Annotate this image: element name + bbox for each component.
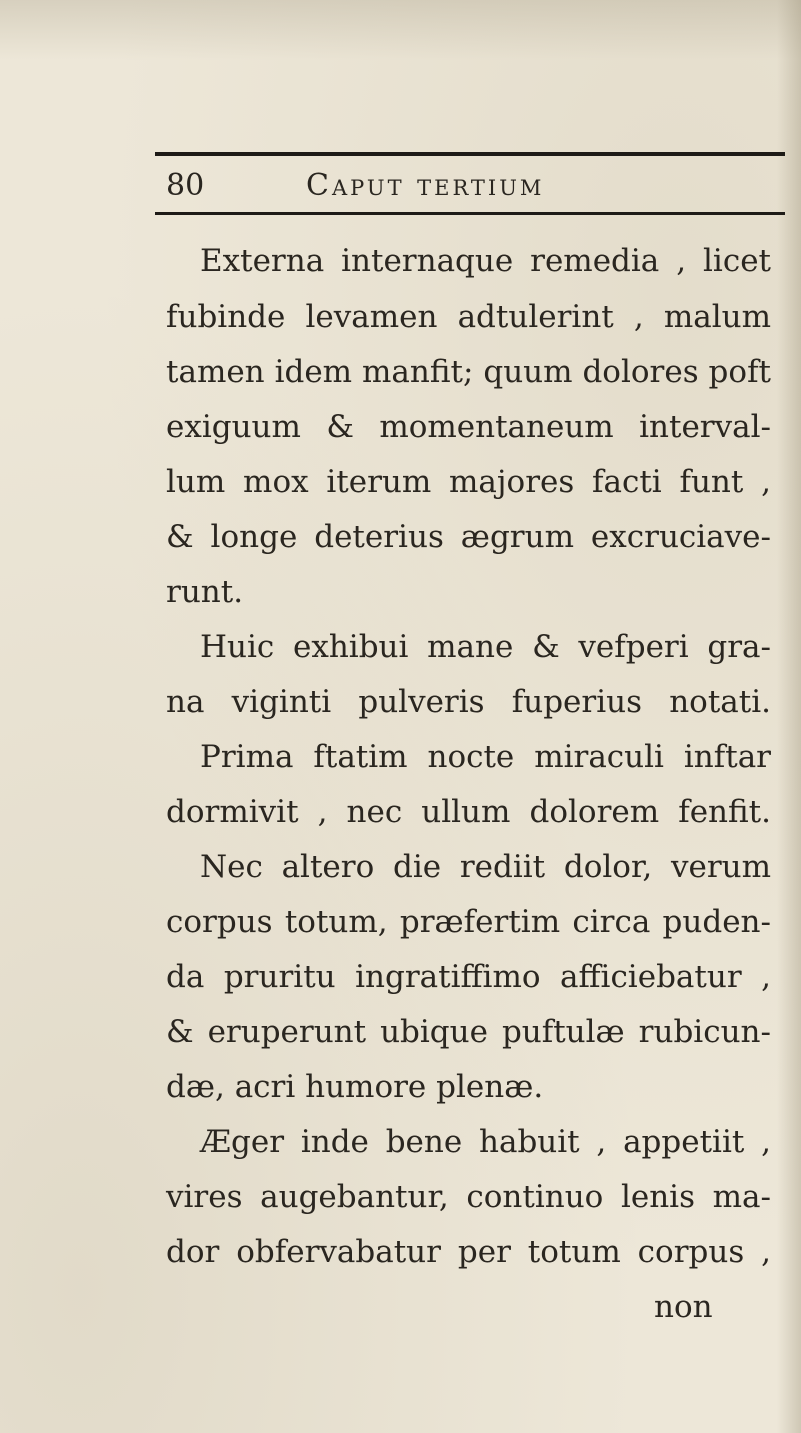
text-line: dormivit , nec ullum dolorem fenfit. <box>166 794 771 830</box>
text-line: fubinde levamen adtulerint , malum <box>166 299 771 335</box>
text-line: vires augebantur, continuo lenis ma- <box>166 1179 771 1215</box>
text-line: & eruperunt ubique puftulæ rubicun- <box>166 1014 771 1050</box>
text-line: dor obfervabatur per totum corpus , <box>166 1234 771 1270</box>
text-line: lum mox iterum majores facti funt , <box>166 464 771 500</box>
text-line: tamen idem manfit; quum dolores poft <box>166 354 771 390</box>
text-line: da pruritu ingratiffimo afficiebatur , <box>166 959 771 995</box>
text-line: dæ, acri humore plenæ. <box>166 1069 544 1105</box>
header-rule-top <box>155 152 785 156</box>
text-line: corpus totum, præfertim circa puden- <box>166 904 771 940</box>
catchword: non <box>654 1289 713 1325</box>
text-line: Externa internaque remedia , licet <box>200 243 771 279</box>
running-head: Caput tertium <box>306 168 545 203</box>
text-line: Huic exhibui mane & vefperi gra- <box>200 629 771 665</box>
page-number: 80 <box>166 168 205 203</box>
text-line: na viginti pulveris fuperius notati. <box>166 684 771 720</box>
page-edge-shadow-top <box>0 0 801 60</box>
text-line: Prima ftatim nocte miraculi inftar <box>200 739 771 775</box>
header-rule-bottom <box>155 212 785 215</box>
text-line: Æger inde bene habuit , appetiit , <box>200 1124 771 1160</box>
text-line: runt. <box>166 574 244 610</box>
text-line: exiguum & momentaneum interval- <box>166 409 771 445</box>
text-line: Nec altero die rediit dolor, verum <box>200 849 771 885</box>
text-line: & longe deterius ægrum excruciave- <box>166 519 771 555</box>
